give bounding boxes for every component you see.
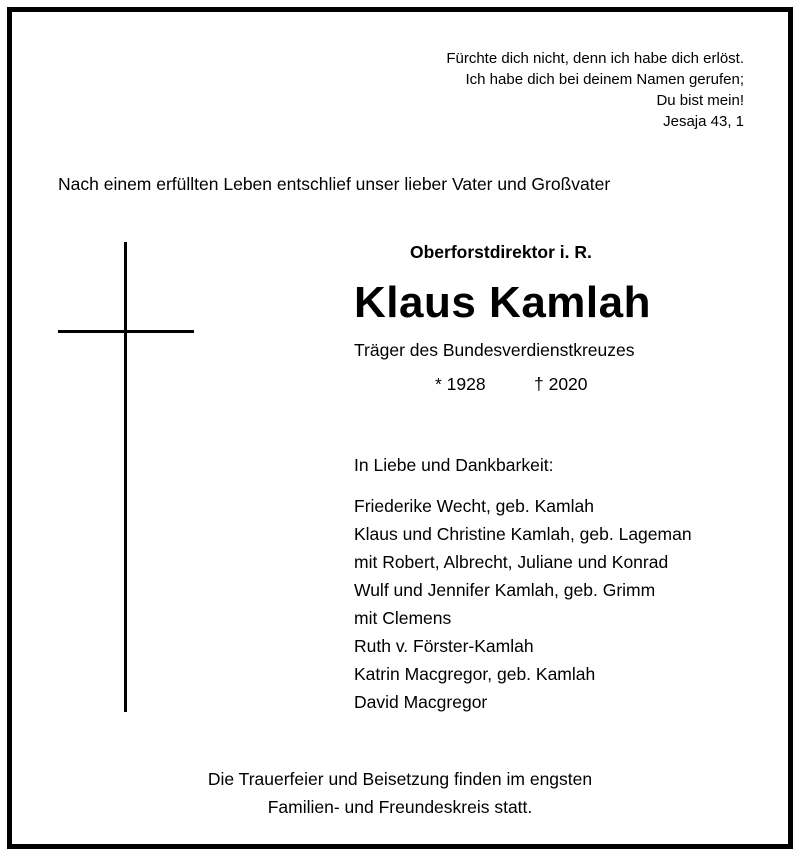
bible-verse — [446, 48, 744, 132]
funeral-note-line: Die Trauerfeier und Beisetzung finden im engsten — [207, 769, 593, 789]
death-year: † 2020 — [534, 374, 588, 394]
mourners-heading: In Liebe und Dankbarkeit: — [354, 455, 554, 475]
verse-reference: Jesaja 43, 1 — [663, 113, 744, 130]
deceased-name: Klaus Kamlah — [354, 278, 651, 327]
mourner-name: Katrin Macgregor, geb. Kamlah — [354, 664, 596, 684]
verse-line: Ich habe dich bei deinem Namen gerufen; — [465, 71, 744, 88]
mourners-list — [354, 492, 692, 716]
mourner-name: Wulf und Jennifer Kamlah, geb. Grimm — [354, 580, 656, 600]
verse-line: Du bist mein! — [656, 92, 744, 109]
mourner-name: Klaus und Christine Kamlah, geb. Lageman — [354, 524, 692, 544]
funeral-note — [0, 765, 800, 821]
birth-year: * 1928 — [435, 374, 486, 394]
verse-line: Fürchte dich nicht, denn ich habe dich erlöst. — [446, 50, 744, 67]
mourner-name: mit Clemens — [354, 608, 452, 628]
deceased-honor: Träger des Bundesverdienstkreuzes — [354, 340, 635, 360]
deceased-title: Oberforstdirektor i. R. — [410, 242, 592, 262]
intro-text: Nach einem erfüllten Leben entschlief unser lieber Vater und Großvater — [58, 174, 611, 194]
cross-horizontal-bar — [58, 330, 194, 333]
mourner-name: David Macgregor — [354, 692, 488, 712]
mourner-name: Friederike Wecht, geb. Kamlah — [354, 496, 594, 516]
funeral-note-line: Familien- und Freundeskreis statt. — [267, 797, 533, 817]
cross-vertical-bar — [124, 242, 127, 712]
mourner-name: Ruth v. Förster-Kamlah — [354, 636, 534, 656]
mourner-name: mit Robert, Albrecht, Juliane und Konrad — [354, 552, 669, 572]
